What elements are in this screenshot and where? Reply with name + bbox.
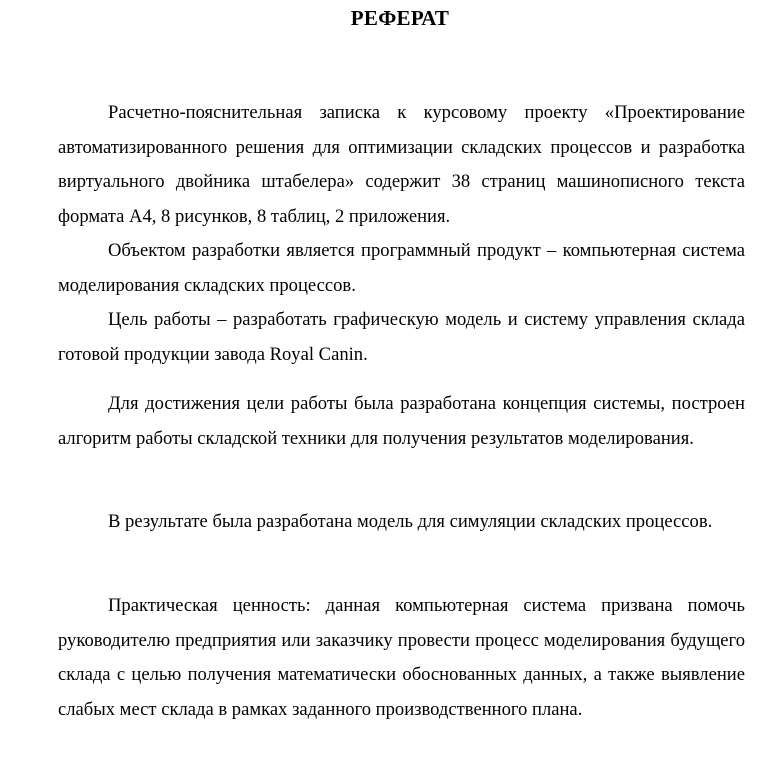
paragraph-method: Для достижения цели работы была разработана концепция системы, построен алгоритм работы складской техники для получения результатов моделирования. — [58, 393, 745, 449]
paragraph-value: Практическая ценность: данная компьютерная система призвана помочь руководителю предприятия или заказчику провести процесс моделирования будущего склада с целью получения математически обоснованных данных, а также выявление слабых мест склада в рамках заданного производственного плана. — [58, 595, 745, 720]
paragraph-scope: Расчетно-пояснительная записка к курсовому проекту «Проектирование автоматизированного решения для оптимизации складских процессов и разработка виртуального двойника штабелера» содержит 38 страниц машинописного текста формата А4, 8 рисунков, 8 таблиц, 2 приложения. — [58, 102, 745, 227]
paragraph-result: В результате была разработана модель для симуляции складских процессов. — [108, 511, 713, 532]
paragraph-object: Объектом разработки является программный продукт – компьютерная система моделирования складских процессов. — [58, 240, 745, 296]
paragraph-goal: Цель работы – разработать графическую модель и систему управления склада готовой продукции завода Royal Canin. — [58, 309, 745, 365]
document-title: РЕФЕРАТ — [350, 6, 450, 30]
